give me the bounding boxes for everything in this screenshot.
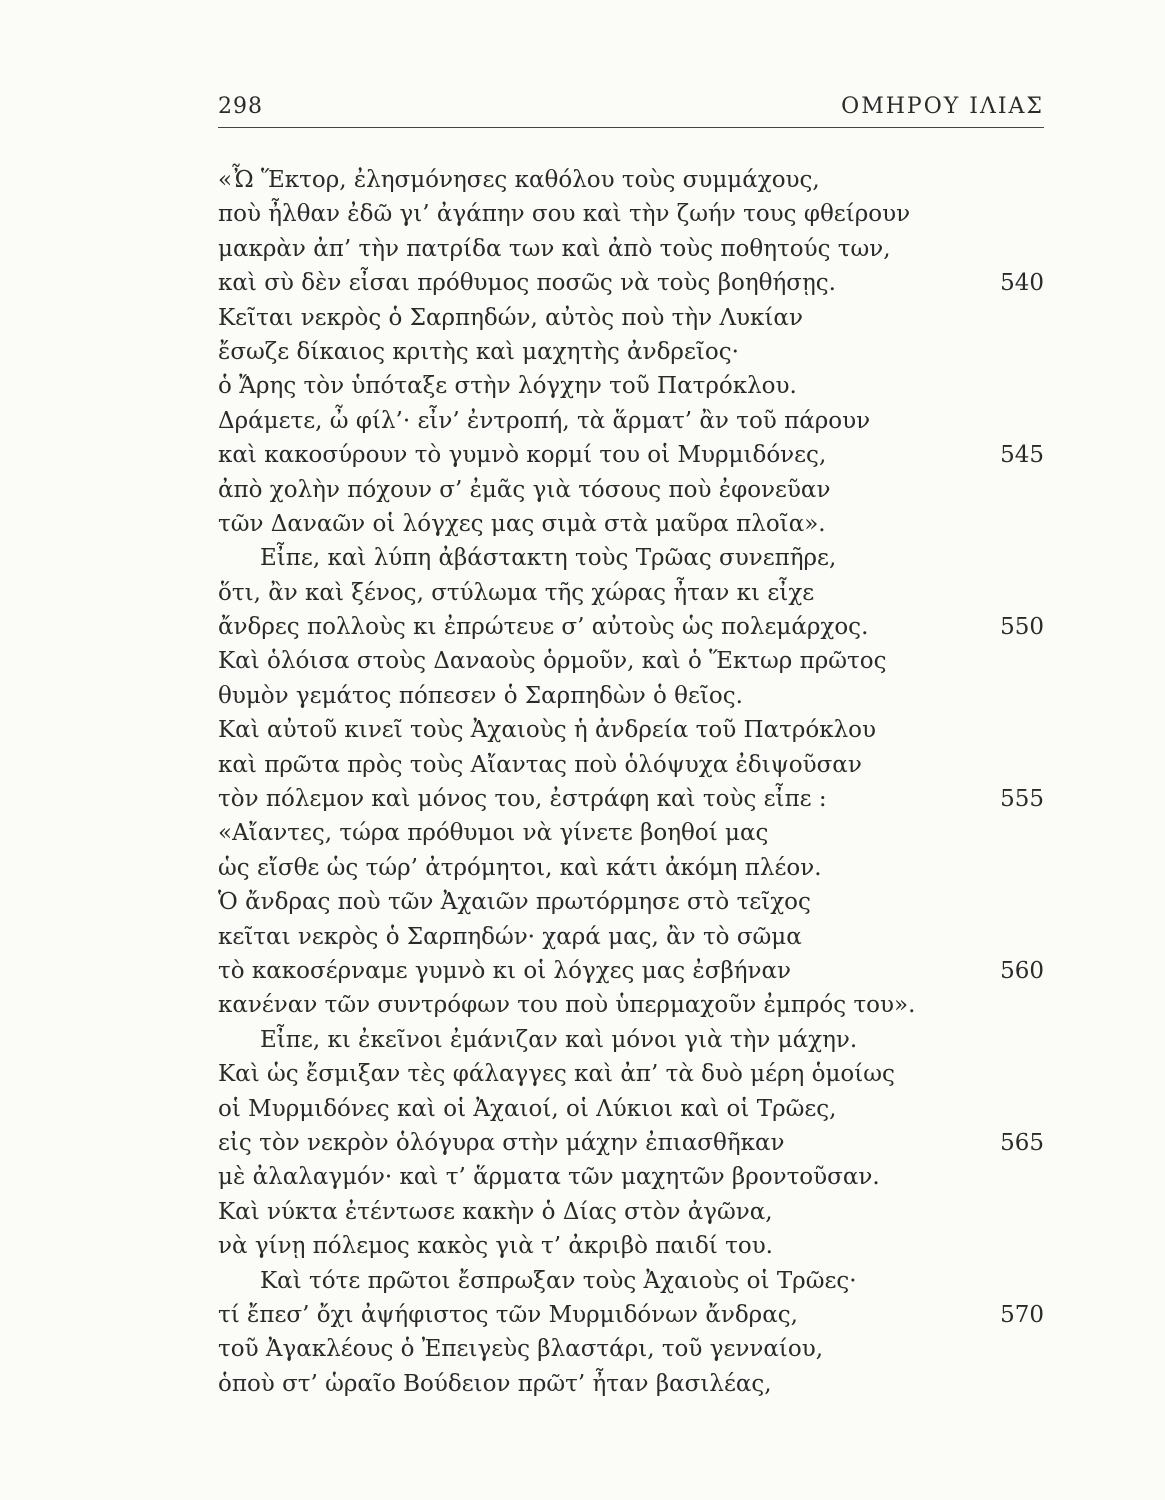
verse-line bbox=[218, 679, 1044, 713]
verse-text: ὡς εἴσθε ὡς τώρ’ ἀτρόμητοι, καὶ κάτι ἀκόμη πλέον. bbox=[218, 854, 822, 881]
verse-line bbox=[218, 1298, 1044, 1332]
verse-line bbox=[218, 1367, 1044, 1401]
line-number: 550 bbox=[1000, 614, 1044, 641]
verse-text: νὰ γίνῃ πόλεμος κακὸς γιὰ τ’ ἀκριβὸ παιδί του. bbox=[218, 1233, 773, 1260]
verse-line bbox=[218, 163, 1044, 197]
verse-line bbox=[218, 954, 1044, 988]
verse-line bbox=[218, 885, 1044, 919]
verse-line bbox=[218, 404, 1044, 438]
line-number: 555 bbox=[1000, 786, 1044, 813]
verse-line bbox=[218, 1160, 1044, 1194]
verse-text: Καὶ αὐτοῦ κινεῖ τοὺς Ἀχαιοὺς ἡ ἀνδρεία τοῦ Πατρόκλου bbox=[218, 717, 876, 744]
verse-text: ἄνδρες πολλοὺς κι ἐπρώτευε σ’ αὐτοὺς ὡς πολεμάρχος. bbox=[218, 614, 869, 641]
verse-text: τί ἔπεσ’ ὄχι ἀψήφιστος τῶν Μυρμιδόνων ἄνδρας, bbox=[218, 1301, 798, 1328]
line-number: 570 bbox=[1000, 1301, 1044, 1328]
verse-line bbox=[218, 369, 1044, 403]
verse-line bbox=[218, 1264, 1044, 1298]
verse-text: τὸν πόλεμον καὶ μόνος του, ἐστράφη καὶ τοὺς εἶπε : bbox=[218, 786, 827, 813]
verse-line bbox=[218, 851, 1044, 885]
verse-line bbox=[218, 988, 1044, 1022]
verse-line bbox=[218, 232, 1044, 266]
verse-line bbox=[218, 610, 1044, 644]
verse-text: Καὶ ὁλόισα στοὺς Δαναοὺς ὁρμοῦν, καὶ ὁ Ἕκτωρ πρῶτος bbox=[218, 648, 887, 675]
verse-line bbox=[218, 1126, 1044, 1160]
line-number: 540 bbox=[1000, 270, 1044, 297]
verse-line bbox=[218, 1092, 1044, 1126]
verse-line bbox=[218, 1195, 1044, 1229]
verse-text: μακρὰν ἀπ’ τὴν πατρίδα των καὶ ἀπὸ τοὺς ποθητούς των, bbox=[218, 235, 891, 262]
verse-text: μὲ ἀλαλαγμόν· καὶ τ’ ἅρματα τῶν μαχητῶν βροντοῦσαν. bbox=[218, 1164, 880, 1191]
verse-line bbox=[218, 473, 1044, 507]
verse-text: «Ὦ Ἕκτορ, ἐλησμόνησες καθόλου τοὺς συμμάχους, bbox=[218, 167, 820, 193]
verse-text: κεῖται νεκρὸς ὁ Σαρπηδών· χαρά μας, ἂν τὸ σῶμα bbox=[218, 923, 802, 950]
verse-line bbox=[218, 1023, 1044, 1057]
verse-text: τῶν Δαναῶν οἱ λόγχες μας σιμὰ στὰ μαῦρα πλοῖα». bbox=[218, 510, 826, 537]
verse-text: τὸ κακοσέρναμε γυμνὸ κι οἱ λόγχες μας ἐσβήναν bbox=[218, 957, 792, 984]
verse-text: ὁποὺ στ’ ὡραῖο Βούδειον πρῶτ’ ἦταν βασιλέας, bbox=[218, 1370, 772, 1397]
verse-text: καὶ κακοσύρουν τὸ γυμνὸ κορμί του οἱ Μυρμιδόνες, bbox=[218, 442, 827, 469]
verse-text: ὅτι, ἂν καὶ ξένος, στύλωμα τῆς χώρας ἦταν κι εἶχε bbox=[218, 579, 815, 606]
verse-text: ἔσωζε δίκαιος κριτὴς καὶ μαχητὴς ἀνδρεῖος· bbox=[218, 338, 739, 365]
verse-text: Καὶ νύκτα ἐτέντωσε κακὴν ὁ Δίας στὸν ἀγῶνα, bbox=[218, 1198, 773, 1225]
verse-line bbox=[218, 301, 1044, 335]
verse-line bbox=[218, 438, 1044, 472]
line-number: 545 bbox=[1000, 442, 1044, 469]
verse-text: ἀπὸ χολὴν πόχουν σ’ ἐμᾶς γιὰ τόσους ποὺ ἐφονεῦαν bbox=[218, 476, 831, 503]
verse-text: καὶ σὺ δὲν εἶσαι πρόθυμος ποσῶς νὰ τοὺς βοηθήσῃς. bbox=[218, 270, 836, 297]
verse-text: καὶ πρῶτα πρὸς τοὺς Αἴαντας ποὺ ὁλόψυχα ἐδιψοῦσαν bbox=[218, 751, 862, 778]
running-title: ΟΜΗΡΟΥ ΙΛΙΑΣ bbox=[841, 94, 1044, 119]
line-number: 560 bbox=[1000, 957, 1044, 984]
verse-line bbox=[218, 644, 1044, 678]
verse-line bbox=[218, 816, 1044, 850]
verse-text: Ὁ ἄνδρας ποὺ τῶν Ἀχαιῶν πρωτόρμησε στὸ τεῖχος bbox=[218, 889, 811, 916]
verse-line bbox=[218, 713, 1044, 747]
verse-text: Καὶ τότε πρῶτοι ἔσπρωξαν τοὺς Ἀχαιοὺς οἱ Τρῶες· bbox=[260, 1267, 857, 1294]
verse-line bbox=[218, 782, 1044, 816]
verse-text: θυμὸν γεμάτος πόπεσεν ὁ Σαρπηδὼν ὁ θεῖος. bbox=[218, 682, 743, 709]
verse-line bbox=[218, 576, 1044, 610]
verse-line bbox=[218, 197, 1044, 231]
verse-line bbox=[218, 1332, 1044, 1366]
verse-line bbox=[218, 266, 1044, 300]
verse-line bbox=[218, 920, 1044, 954]
verse-text: Κεῖται νεκρὸς ὁ Σαρπηδών, αὐτὸς ποὺ τὴν Λυκίαν bbox=[218, 304, 803, 331]
page-number: 298 bbox=[218, 94, 263, 119]
verse-text: Εἶπε, κι ἐκεῖνοι ἐμάνιζαν καὶ μόνοι γιὰ τὴν μάχην. bbox=[260, 1026, 858, 1053]
page-header bbox=[218, 90, 1044, 130]
verse-text: Εἶπε, καὶ λύπη ἀβάστακτη τοὺς Τρῶας συνεπῆρε, bbox=[260, 545, 837, 572]
line-number: 565 bbox=[1000, 1129, 1044, 1156]
verse-text: «Αἴαντες, τώρα πρόθυμοι νὰ γίνετε βοηθοί μας bbox=[218, 820, 769, 847]
verse-line bbox=[218, 507, 1044, 541]
verse-block bbox=[218, 163, 1044, 1401]
verse-line bbox=[218, 335, 1044, 369]
verse-text: ὁ Ἄρης τὸν ὑπόταξε στὴν λόγχην τοῦ Πατρόκλου. bbox=[218, 373, 797, 400]
verse-line bbox=[218, 1229, 1044, 1263]
verse-text: εἰς τὸν νεκρὸν ὁλόγυρα στὴν μάχην ἐπιασθῆκαν bbox=[218, 1129, 785, 1156]
verse-text: τοῦ Ἀγακλέους ὁ Ἐπειγεὺς βλαστάρι, τοῦ γενναίου, bbox=[218, 1336, 824, 1363]
verse-text: ποὺ ἦλθαν ἐδῶ γι’ ἀγάπην σου καὶ τὴν ζωήν τους φθείρουν bbox=[218, 201, 911, 228]
verse-text: κανέναν τῶν συντρόφων του ποὺ ὑπερμαχοῦν ἐμπρός του». bbox=[218, 992, 916, 1019]
verse-text: Δράμετε, ὦ φίλ’· εἶν’ ἐντροπή, τὰ ἅρματ’ ἂν τοῦ πάρουν bbox=[218, 407, 871, 434]
verse-line bbox=[218, 541, 1044, 575]
verse-text: Καὶ ὡς ἔσμιξαν τὲς φάλαγγες καὶ ἀπ’ τὰ δυὸ μέρη ὁμοίως bbox=[218, 1061, 895, 1088]
header-rule bbox=[218, 127, 1044, 128]
verse-text: οἱ Μυρμιδόνες καὶ οἱ Ἀχαιοί, οἱ Λύκιοι καὶ οἱ Τρῶες, bbox=[218, 1095, 837, 1122]
verse-line bbox=[218, 748, 1044, 782]
verse-line bbox=[218, 1057, 1044, 1091]
